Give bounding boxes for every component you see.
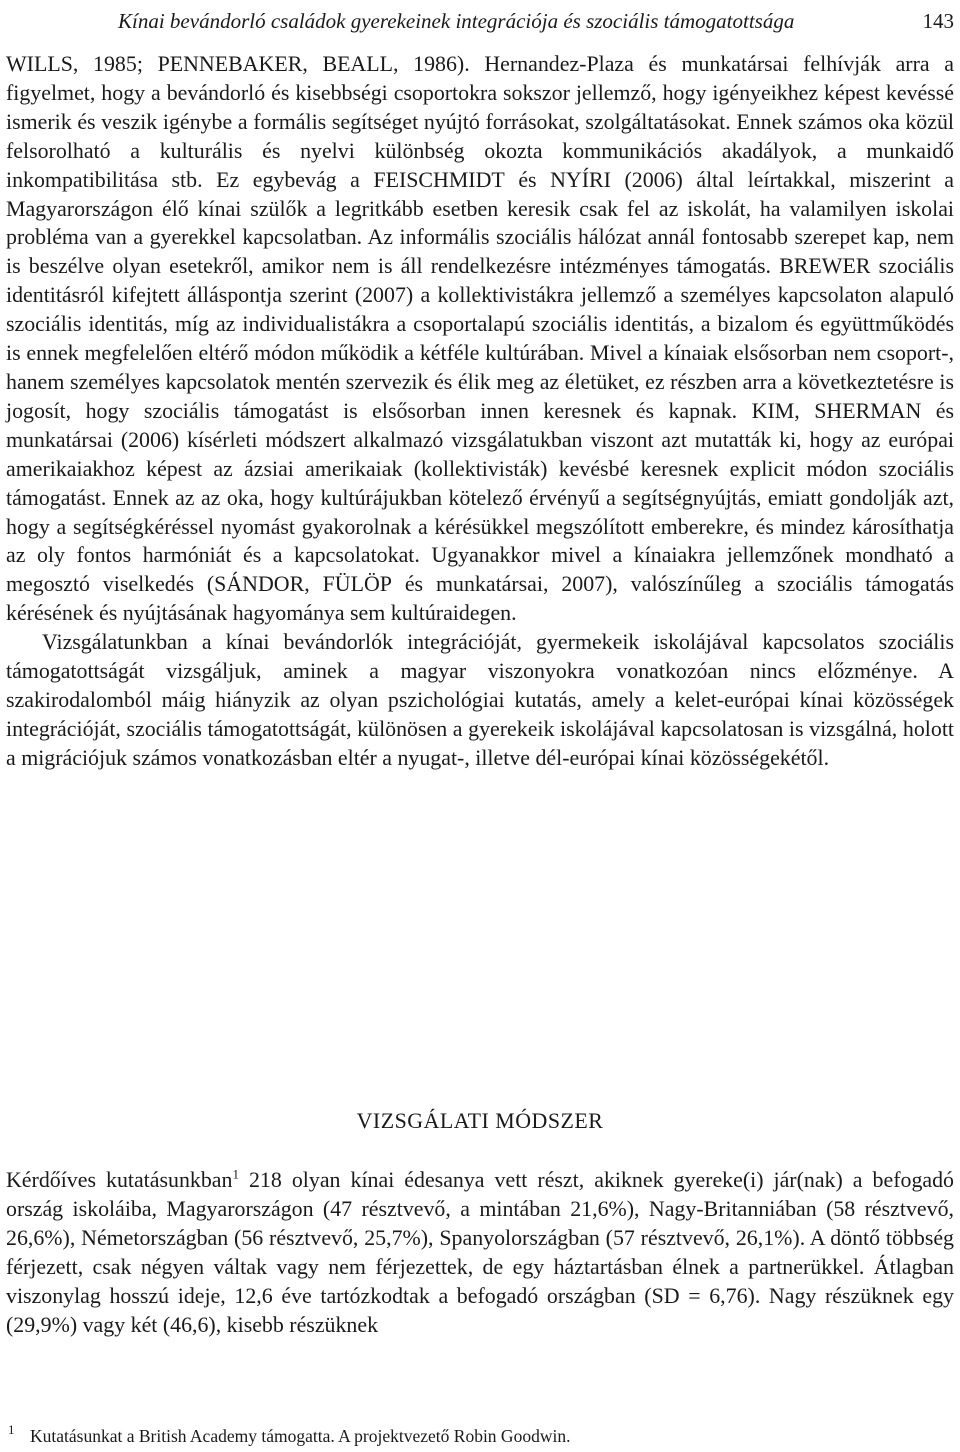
author-name: HERMAN (826, 397, 922, 423)
footnote-marker: 1 (8, 1422, 15, 1437)
author-name: REWER (793, 253, 871, 279)
body-text (6, 50, 954, 773)
text-run: , F (304, 571, 335, 597)
text-run: és N (504, 166, 566, 192)
text-run: és munkatársai, 2007), valószínűleg a szociális támogatás kérésének és nyújtásának hagyománya sem kultúraidegen. (6, 571, 954, 626)
text-run: és munkatársai (2006) kísérleti módszert alkalmazó vizsgálatukban viszont azt mutatták ki, hogy az európai amerikaiakhoz képest az ázsiai amerikaiak (kollektivisták) kevésbé keresnek explicit módon szociális támogatást. Ennek az az oka, hogy kultúrájukban kötelező érvényű a segítségnyújtás, emiatt gondolják azt, hogy a segítségkéréssel nyomást gyakorolnak a kérésükkel megszólított emberekre, és mindez károsíthatja az oly fontos harmóniát és a kapcsolatokat. Ugyanakkor mivel a kínaiakra jellemzőnek mondható a megosztó viselkedés (S (6, 397, 955, 597)
page-number: 143 (922, 9, 954, 33)
running-title: Kínai bevándorló családok gyerekeinek integrációja és szociális támogatottsága (118, 9, 795, 33)
section-heading: VIZSGÁLATI MÓDSZER (356, 1108, 604, 1133)
running-head (6, 6, 954, 36)
text-run: Kérdőíves kutatásunkban (6, 1167, 233, 1192)
text-run: , B (302, 51, 338, 76)
author-name: ÁNDOR (226, 571, 305, 597)
paragraph-method (6, 1166, 954, 1339)
author-name: EISCHMIDT (385, 166, 505, 192)
author-name: ILLS (26, 51, 73, 76)
text-run: , 1986). Hernandez-Plaza és munkatársai felhívják arra a figyelmet, hogy a bevándorló és kisebbségi csoportokra sokszor jellemző, hogy igényeikhez képest kevéssé ismerik és veszik igénybe a formális segítséget nyújtó forrásokat, szolgáltatásokat. Ennek számos oka közül felsorolható a kulturális és nyelvi különbség okozta kommunikációs akadályok, a munkaidő inkompatibilitása stb. Ez egybevág a F (6, 51, 954, 192)
paragraph-social-support (6, 50, 954, 628)
paragraph-study-aim: Vizsgálatunkban a kínai bevándorlók integrációját, gyermekeik iskolájával kapcsolatos szociális támogatottságát vizsgáljuk, aminek a magyar viszonyokra vonatkozóan nincs előzménye. A szakirodalomból máig hiányzik az olyan pszichológiai kutatás, amely a kelet-európai kínai közösségek integrációját, szociális támogatottságát, különösen a gyerekeik iskolájával kapcsolatosan is vizsgálná, holott a migrációjuk számos vonatkozásban eltér a nyugat-, illetve dél-európai kínai közösségekétől. (6, 629, 954, 770)
author-name: IM (767, 397, 795, 423)
author-name: ÜLÖP (334, 571, 392, 597)
author-name: ENNEBAKER (169, 51, 303, 76)
text-run: W (6, 51, 27, 76)
text-run: szociális identitásról kifejtett álláspontja szerint (2007) a kollektivistákra jellemző a személyes kapcsolaton alapuló szociális identitás, míg az individualistákra a csoportalapú szociális identitás, a bizalom és együttműködés is ennek megfelelően eltérő módon működik a kétféle kultúrában. Mivel a kínaiak elsősorban nem csoport-, hanem személyes kapcsolatok mentén szervezik és élik meg az életüket, ez részben arra a következtetésre is jogosít, hogy szociális támogatást is elsősorban innen keresnek és kapnak. K (6, 253, 954, 423)
footnote-reference[interactable]: 1 (232, 1166, 239, 1182)
method-text (6, 1166, 954, 1339)
footnote-text: Kutatásunkat a British Academy támogatta. A projektvezető Robin Goodwin. (30, 1426, 571, 1446)
author-name: YÍRI (565, 166, 611, 192)
text-run: , S (794, 397, 827, 423)
document-page (6, 0, 954, 1452)
text-run: 218 olyan kínai édesanya vett részt, akiknek gyereke(i) jár(nak) a befogadó ország iskoláiba, Magyarországon (47 résztvevő, a mintában 21,6%), Nagy-Britanniában (58 résztvevő, 26,6%), Németországban (56 résztvevő, 25,7%), Spanyolországban (57 résztvevő, 26,1%). A döntő többség férjezett, csak négyen váltak vagy nem férjezettek, de egy háztartásban élnek a partnerükkel. Átlagban viszonylag hosszú ideje, 12,6 éve tartózkodtak a befogadó országban (SD = 6,76). Nagy részüknek egy (29,9%) vagy két (46,6), kisebb részüknek (6, 1167, 955, 1337)
text-run: (2006) által leírtakkal, miszerint a Magyarországon élő kínai szülők a legritkább esetben keresik csak fel az iskolát, ha valamilyen iskolai probléma van a gyerekkel kapcsolatban. Az informális szociális hálózat annál fontosabb szerepet kap, nem is beszélve olyan esetekről, amikor nem is áll rendelkezésre intézményes támogatás. B (6, 166, 954, 279)
author-name: EALL (337, 51, 393, 76)
text-run: , 1985; P (72, 51, 170, 76)
footnote (8, 1422, 571, 1448)
